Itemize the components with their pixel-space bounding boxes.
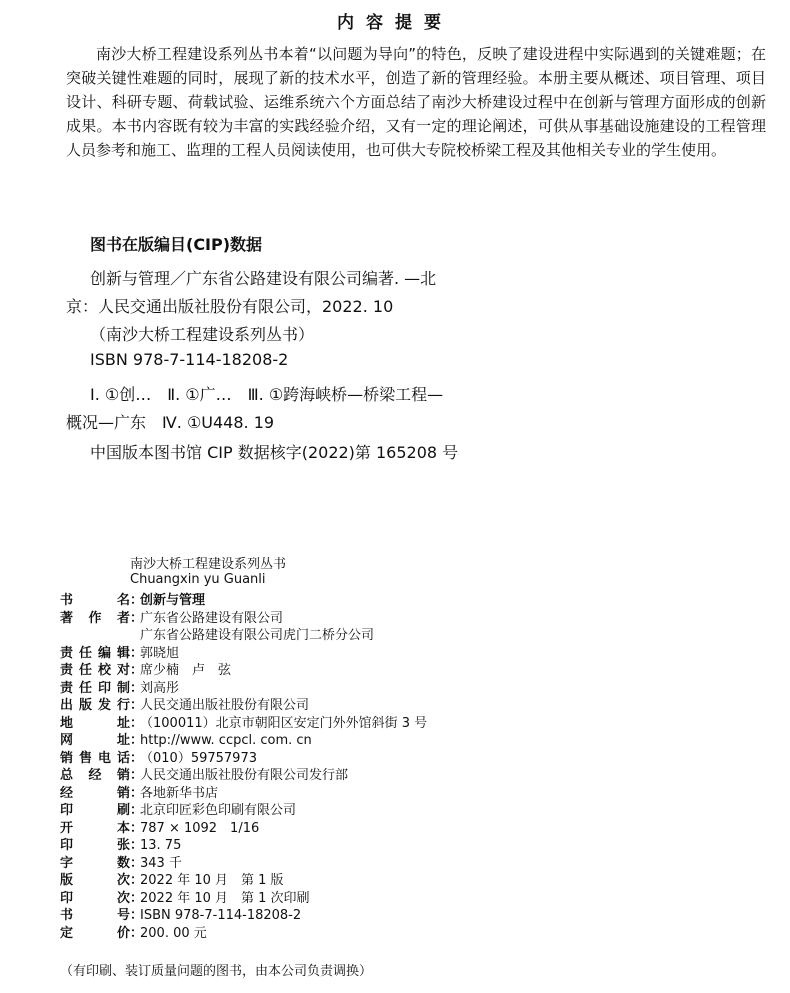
colophon-key: 地址 <box>60 715 130 731</box>
colophon-pinyin: Chuangxin yu Guanli <box>130 572 266 587</box>
cip-line: Ⅰ. ①创… Ⅱ. ①广… Ⅲ. ①跨海峡桥—桥梁工程— <box>90 385 444 404</box>
colophon-row: 书号 ： ISBN 978-7-114-18208-2 <box>60 907 760 925</box>
colophon-row: 经销 ： 各地新华书店 <box>60 785 760 803</box>
colophon-row: 责任校对 ： 席少楠 卢 弦 <box>60 662 760 680</box>
colophon-key: 网址 <box>60 733 130 748</box>
colophon-key: 经销 <box>60 785 130 801</box>
colophon-value: 人民交通出版社股份有限公司发行部 <box>140 768 349 783</box>
colophon-value: （100011）北京市朝阳区安定门外外馆斜街 3 号 <box>140 715 428 731</box>
colophon-row: 印张 ： 13. 75 <box>60 837 760 855</box>
cip-line: 中国版本图书馆 CIP 数据核字(2022)第 165208 号 <box>90 443 459 462</box>
cip-header: 图书在版编目(CIP)数据 <box>90 235 263 254</box>
summary-title: 内容提要 <box>337 13 453 33</box>
colophon-value: 郭晓旭 <box>140 645 180 661</box>
colophon-row: 责任印制 ： 刘高彤 <box>60 680 760 698</box>
colophon-key: 开本 <box>60 820 130 836</box>
colophon-row: 著作者 ： 广东省公路建设有限公司 <box>60 610 760 628</box>
colophon-key: 著作者 <box>60 610 130 626</box>
colophon-value: 2022 年 10 月 第 1 次印刷 <box>140 890 310 906</box>
colophon-key <box>60 627 130 645</box>
colophon-value: 席少楠 卢 弦 <box>140 663 232 678</box>
colophon-value: 人民交通出版社股份有限公司 <box>140 698 310 713</box>
colophon-key: 总经销 <box>60 768 130 783</box>
colophon-key: 印张 <box>60 838 130 853</box>
colophon-key: 销售电话 <box>60 750 130 766</box>
colophon-key: 字数 <box>60 855 130 871</box>
colophon-key: 出版发行 <box>60 698 130 713</box>
colophon-row: 责任编辑 ： 郭晓旭 <box>60 645 760 663</box>
colophon-value: ISBN 978-7-114-18208-2 <box>140 908 302 923</box>
colophon-value: 北京印匠彩色印刷有限公司 <box>140 803 297 818</box>
colophon-row: 印次 ： 2022 年 10 月 第 1 次印刷 <box>60 890 760 908</box>
colophon-key: 书号 <box>60 908 130 923</box>
colophon-series: 南沙大桥工程建设系列丛书 <box>130 557 287 572</box>
colophon-value: 刘高彤 <box>140 680 180 696</box>
colophon-value: 787 × 1092 1/16 <box>140 820 260 836</box>
cip-line: 概况—广东 Ⅳ. ①U448. 19 <box>66 413 275 432</box>
colophon-value: http://www. ccpcl. com. cn <box>140 733 312 748</box>
colophon-value: 343 千 <box>140 855 182 871</box>
colophon-row: 版次 ： 2022 年 10 月 第 1 版 <box>60 872 760 890</box>
summary-body: 南沙大桥工程建设系列丛书本着“以问题为导向”的特色，反映了建设进程中实际遇到的关键难题；在突破关键性难题的同时，展现了新的技术水平，创造了新的管理经验。本册主要从概述、项目管理、项目设计、科研专题、荷载试验、运维系统六个方面总结了南沙大桥建设过程中在创新与管理方面形成的创新成果。本书内容既有较为丰富的实践经验介绍，又有一定的理论阐述，可供从事基础设施建设的工程管理人员参考和施工、监理的工程人员阅读使用，也可供大专院校桥梁工程及其他相关专业的学生使用。 <box>66 45 766 159</box>
colophon-key: 定价 <box>60 925 130 941</box>
colophon-key: 责任印制 <box>60 680 130 696</box>
colophon-value: 广东省公路建设有限公司 <box>140 610 284 626</box>
colophon-row <box>60 627 760 645</box>
colophon-row: 定价 ： 200. 00 元 <box>60 925 760 943</box>
colophon-key: 书名 <box>60 593 130 608</box>
colophon-key: 印次 <box>60 890 130 906</box>
colophon-value: 200. 00 元 <box>140 925 207 941</box>
colophon-value: 2022 年 10 月 第 1 版 <box>140 873 284 888</box>
colophon-row: 书名 ： 创新与管理 <box>60 592 760 610</box>
colophon-footnote: （有印刷、装订质量问题的图书，由本公司负责调换） <box>60 964 373 979</box>
colophon-key: 责任校对 <box>60 663 130 678</box>
colophon-value: 创新与管理 <box>140 593 206 608</box>
colophon-value: （010）59757973 <box>140 750 257 766</box>
colophon-row: 销售电话 ： （010）59757973 <box>60 750 760 768</box>
colophon-key: 版次 <box>60 873 130 888</box>
colophon-row: 印刷 ： 北京印匠彩色印刷有限公司 <box>60 802 760 820</box>
colophon-value: 13. 75 <box>140 838 182 853</box>
colophon-key: 责任编辑 <box>60 645 130 661</box>
colophon-table <box>60 592 760 942</box>
colophon-row: 网址 ： http://www. ccpcl. com. cn <box>60 732 760 750</box>
colophon-row: 字数 ： 343 千 <box>60 855 760 873</box>
colophon-row: 总经销 ： 人民交通出版社股份有限公司发行部 <box>60 767 760 785</box>
cip-line: 创新与管理／广东省公路建设有限公司编著. —北 <box>90 269 437 288</box>
cip-line: ISBN 978-7-114-18208-2 <box>90 350 289 369</box>
colophon-row: 地址 ： （100011）北京市朝阳区安定门外外馆斜街 3 号 <box>60 715 760 733</box>
colophon-key: 印刷 <box>60 803 130 818</box>
colophon-row: 出版发行 ： 人民交通出版社股份有限公司 <box>60 697 760 715</box>
cip-line: 京：人民交通出版社股份有限公司，2022. 10 <box>66 297 394 316</box>
colophon-value: 广东省公路建设有限公司虎门二桥分公司 <box>140 628 375 643</box>
cip-line: （南沙大桥工程建设系列丛书） <box>90 325 315 344</box>
colophon-row: 开本 ： 787 × 1092 1/16 <box>60 820 760 838</box>
colophon-value: 各地新华书店 <box>140 785 219 801</box>
